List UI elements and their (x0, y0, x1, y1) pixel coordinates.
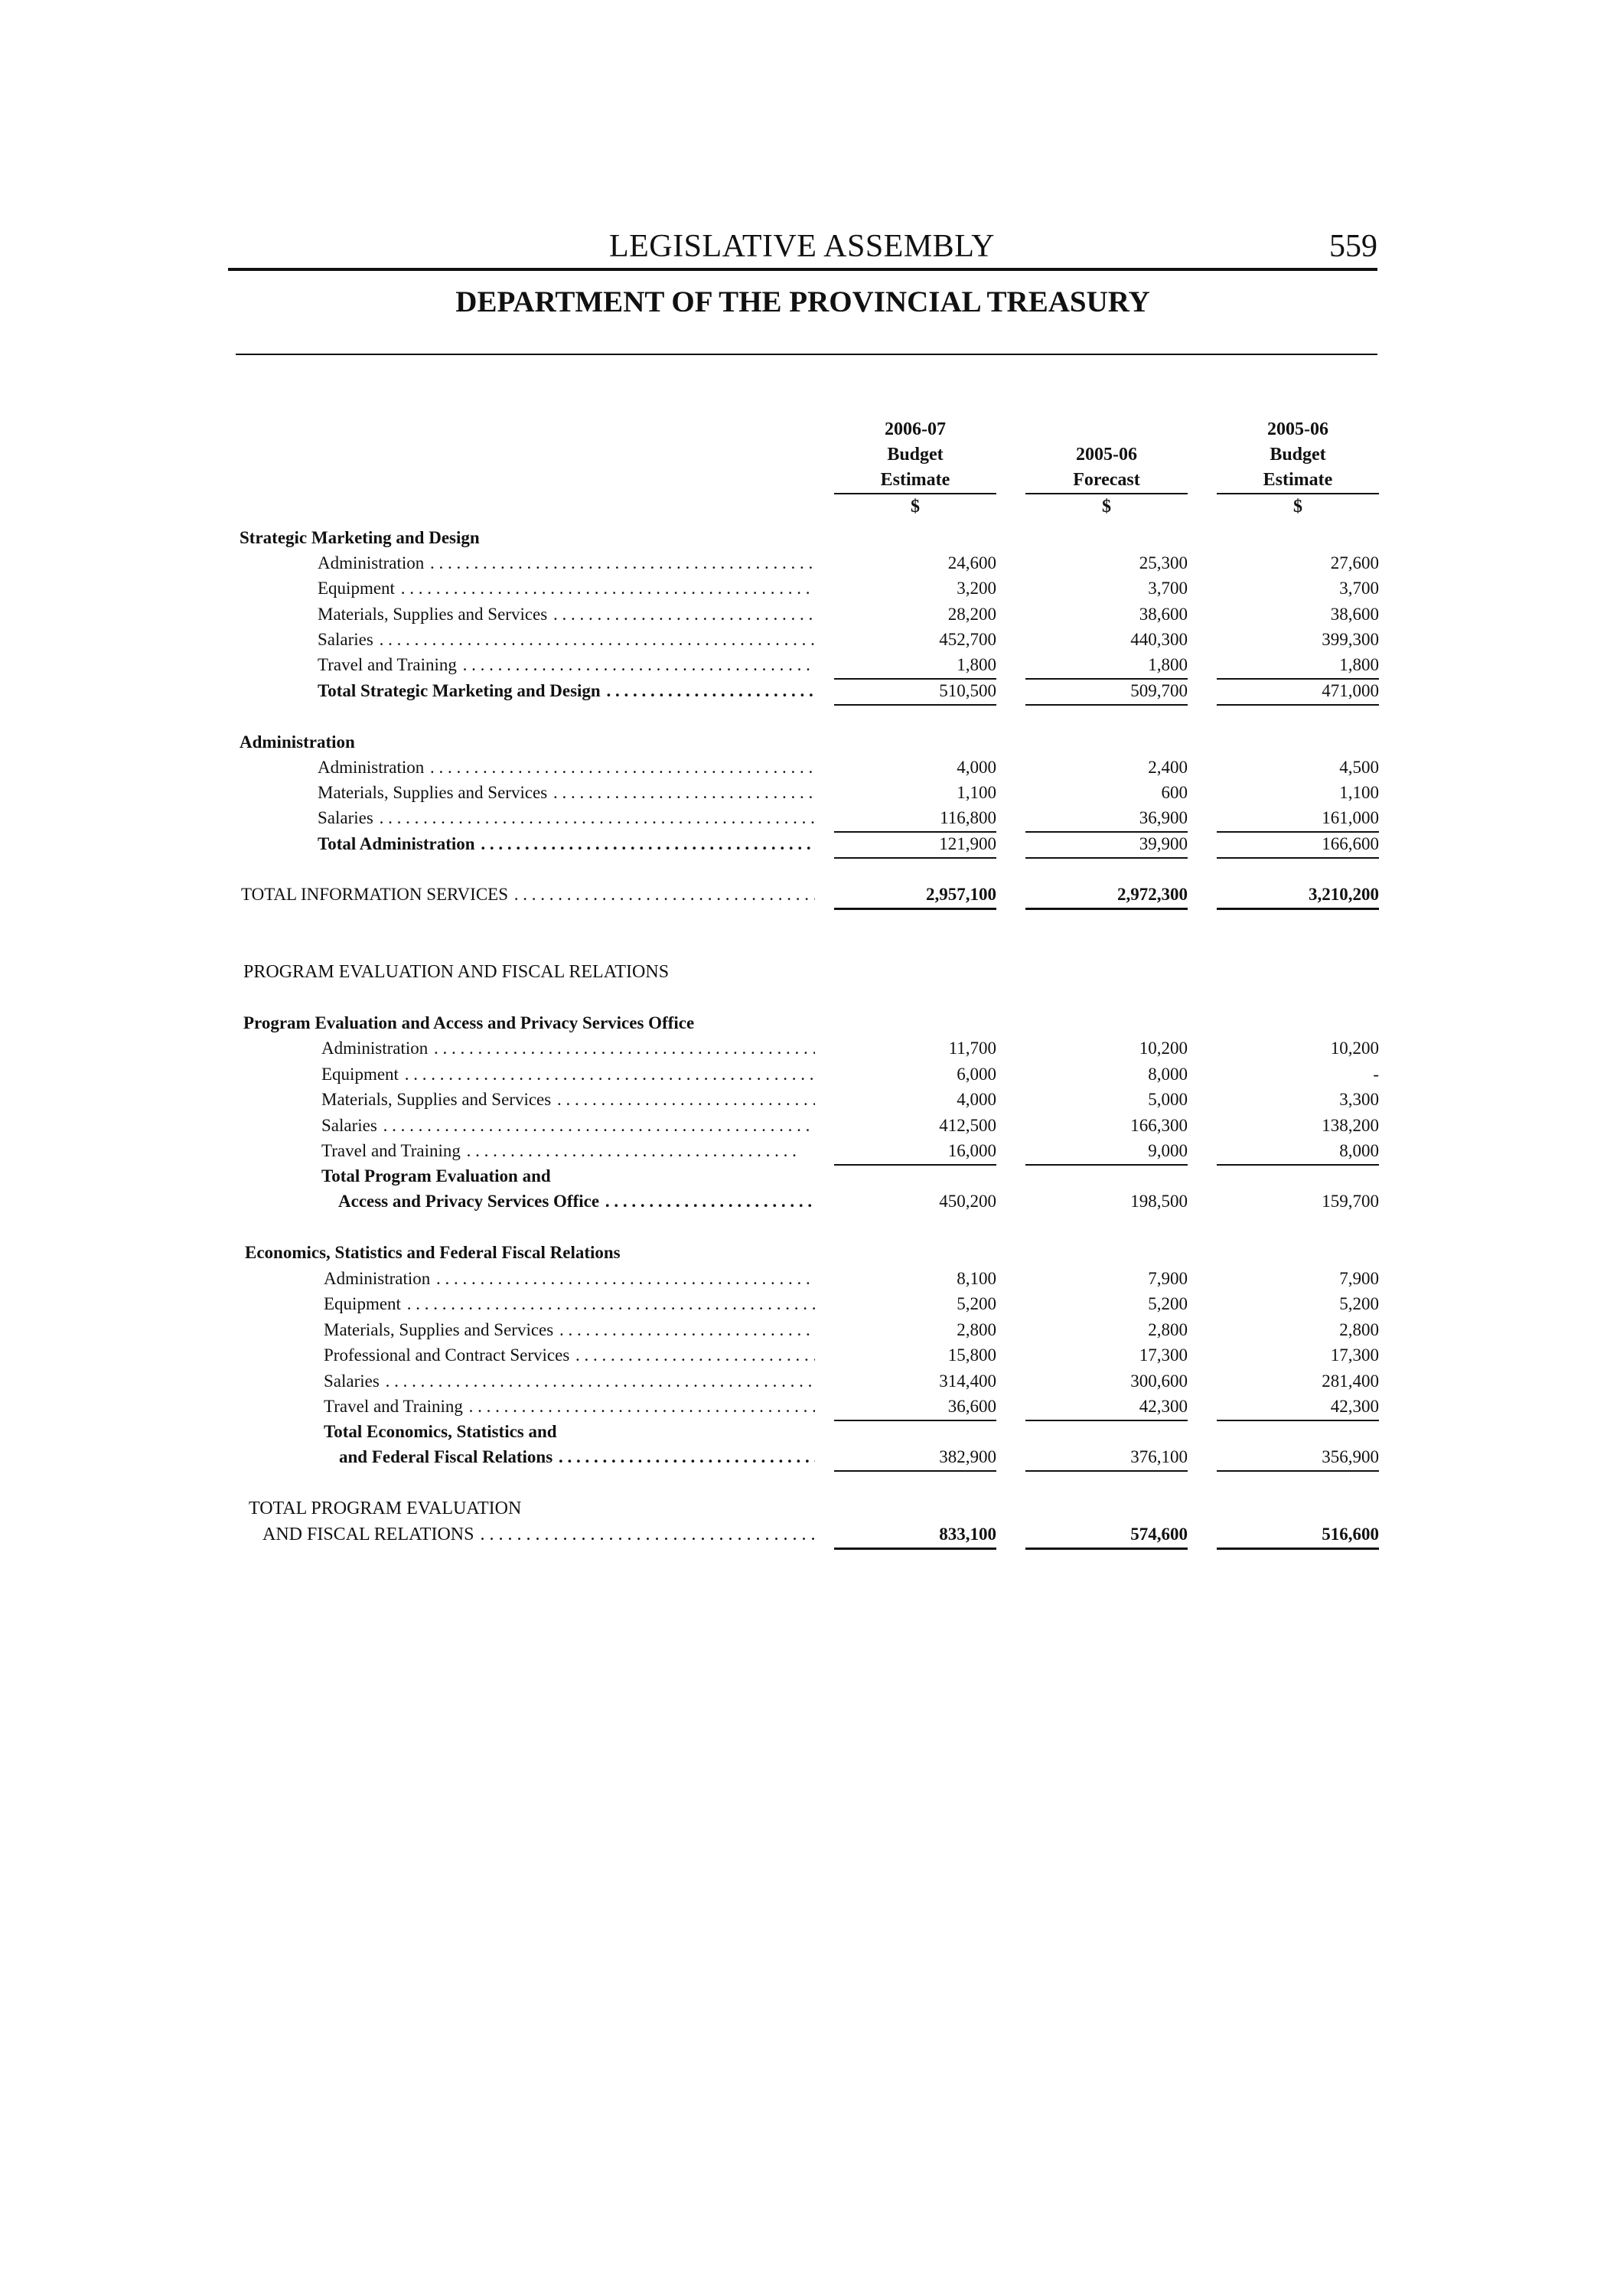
row-label: Salaries (318, 630, 373, 649)
cell-value: 138,200 (1322, 1116, 1379, 1135)
cell-value: 1,100 (957, 783, 996, 802)
cell-value: 36,900 (1139, 808, 1188, 827)
subtotal-row-line1 (0, 1163, 1607, 1189)
table-row (0, 1035, 1607, 1062)
grand-total-label: TOTAL INFORMATION SERVICES (241, 885, 508, 904)
grand-total-row (0, 882, 1607, 908)
page-number: 559 (1329, 229, 1377, 264)
subtotal-row (0, 1189, 1607, 1215)
cell-value: 5,200 (1148, 1294, 1188, 1313)
subtotal-label: and Federal Fiscal Relations (339, 1447, 553, 1466)
table-row (0, 805, 1607, 831)
cell-value: 1,100 (1339, 783, 1379, 802)
cell-value: 121,900 (939, 834, 996, 853)
cell-value: 412,500 (939, 1116, 996, 1135)
column-header-budget-2006: 2006-07 Budget Estimate $ (834, 417, 996, 520)
table-row (0, 755, 1607, 781)
table-row (0, 1062, 1607, 1088)
cell-value: 2,800 (1339, 1320, 1379, 1339)
cell-value: 198,500 (1130, 1192, 1188, 1211)
row-label: Administration (318, 553, 425, 572)
table-row (0, 1113, 1607, 1139)
cell-value: 39,900 (1139, 834, 1188, 853)
cell-value: 510,500 (939, 681, 996, 700)
row-label: Travel and Training (318, 655, 457, 674)
table-row (0, 1394, 1607, 1420)
running-head (228, 228, 1377, 271)
table-row (0, 1291, 1607, 1317)
row-label: Travel and Training (321, 1141, 461, 1160)
table-row (0, 576, 1607, 602)
cell-value: 24,600 (947, 553, 996, 572)
cell-value: 9,000 (1148, 1141, 1188, 1160)
cell-value: 4,000 (957, 1090, 996, 1109)
cell-value: 5,200 (1339, 1294, 1379, 1313)
cell-value: 10,200 (1330, 1039, 1379, 1058)
row-label: Salaries (318, 808, 373, 827)
cell-value: 2,800 (1148, 1320, 1188, 1339)
subtotal-label: Total Program Evaluation and (321, 1166, 551, 1186)
cell-value: 3,210,200 (1309, 885, 1379, 904)
cell-value: 17,300 (1139, 1345, 1188, 1365)
cell-value: 574,600 (1130, 1525, 1188, 1544)
table-row (0, 602, 1607, 628)
cell-value: 116,800 (940, 808, 996, 827)
row-label: Administration (321, 1039, 429, 1058)
table-row (0, 1266, 1607, 1292)
table-row (0, 550, 1607, 576)
row-label: Administration (318, 758, 425, 777)
cell-value: 8,000 (1339, 1141, 1379, 1160)
column-header-forecast-2005: 2005-06 Forecast $ (1025, 442, 1188, 520)
cell-value: 4,500 (1339, 758, 1379, 777)
grand-total-row-line1 (0, 1495, 1607, 1521)
column-header-budget-2005: 2005-06 Budget Estimate $ (1217, 417, 1379, 520)
row-label: Equipment (321, 1065, 399, 1084)
table-row (0, 652, 1607, 678)
row-label: Materials, Supplies and Services (324, 1320, 554, 1339)
cell-value: 5,000 (1148, 1090, 1188, 1109)
cell-value: 3,700 (1339, 579, 1379, 598)
row-label: Materials, Supplies and Services (318, 605, 548, 624)
cell-value: 28,200 (947, 605, 996, 624)
program-heading: PROGRAM EVALUATION AND FISCAL RELATIONS (243, 962, 670, 982)
assembly-title: LEGISLATIVE ASSEMBLY (609, 229, 995, 264)
program-heading-row (0, 959, 1607, 985)
cell-value: 17,300 (1330, 1345, 1379, 1365)
cell-value: 281,400 (1322, 1371, 1379, 1391)
cell-value: 5,200 (957, 1294, 996, 1313)
cell-value: 3,200 (957, 579, 996, 598)
subtotal-row (0, 1444, 1607, 1470)
department-title: DEPARTMENT OF THE PROVINCIAL TREASURY (455, 285, 1150, 318)
row-label: Equipment (324, 1294, 401, 1313)
section-heading-row (0, 1240, 1607, 1266)
cell-value: 300,600 (1130, 1371, 1188, 1391)
row-label: Materials, Supplies and Services (321, 1090, 552, 1109)
cell-value: 2,957,100 (926, 885, 996, 904)
cell-value: 382,900 (939, 1447, 996, 1466)
cell-value: 7,900 (1148, 1269, 1188, 1288)
subtotal-row (0, 678, 1607, 704)
row-label: Salaries (321, 1116, 377, 1135)
cell-value: 450,200 (939, 1192, 996, 1211)
table-row (0, 1342, 1607, 1368)
table-row (0, 1087, 1607, 1113)
cell-value: 452,700 (939, 630, 996, 649)
cell-value: 1,800 (1148, 655, 1188, 674)
cell-value: 3,300 (1339, 1090, 1379, 1109)
section-heading-row (0, 729, 1607, 755)
cell-value: 356,900 (1322, 1447, 1379, 1466)
cell-value: 36,600 (947, 1397, 996, 1416)
section-title: Administration (240, 732, 355, 752)
cell-value: 11,700 (948, 1039, 996, 1058)
section-title: Strategic Marketing and Design (240, 528, 480, 547)
cell-value: 10,200 (1139, 1039, 1188, 1058)
cell-value: 2,972,300 (1117, 885, 1188, 904)
cell-value: 166,600 (1322, 834, 1379, 853)
cell-value: 1,800 (957, 655, 996, 674)
cell-value: 440,300 (1130, 630, 1188, 649)
cell-value: 38,600 (1139, 605, 1188, 624)
subtotal-row-line1 (0, 1419, 1607, 1445)
cell-value: 509,700 (1130, 681, 1188, 700)
row-label: Travel and Training (324, 1397, 463, 1416)
cell-value: 314,400 (939, 1371, 996, 1391)
header-rule (236, 354, 1377, 355)
table-row (0, 1138, 1607, 1164)
cell-value: - (1373, 1065, 1379, 1084)
cell-value: 1,800 (1339, 655, 1379, 674)
subtotal-label: Total Administration (318, 834, 475, 853)
cell-value: 516,600 (1322, 1525, 1379, 1544)
subtotal-row (0, 831, 1607, 857)
cell-value: 27,600 (1330, 553, 1379, 572)
grand-total-label: AND FISCAL RELATIONS (262, 1525, 474, 1544)
cell-value: 38,600 (1330, 605, 1379, 624)
cell-value: 2,800 (957, 1320, 996, 1339)
row-label: Professional and Contract Services (324, 1345, 570, 1365)
cell-value: 3,700 (1148, 579, 1188, 598)
table-row (0, 1317, 1607, 1343)
cell-value: 2,400 (1148, 758, 1188, 777)
cell-value: 4,000 (957, 758, 996, 777)
cell-value: 6,000 (957, 1065, 996, 1084)
grand-total-label: TOTAL PROGRAM EVALUATION (249, 1499, 522, 1518)
grand-total-row (0, 1521, 1607, 1548)
subtotal-label: Access and Privacy Services Office (338, 1192, 600, 1211)
section-title: Economics, Statistics and Federal Fiscal Relations (245, 1243, 621, 1262)
subtotal-label: Total Economics, Statistics and (324, 1422, 557, 1441)
cell-value: 161,000 (1322, 808, 1379, 827)
section-title: Program Evaluation and Access and Privacy Services Office (243, 1013, 695, 1032)
cell-value: 16,000 (947, 1141, 996, 1160)
row-label: Salaries (324, 1371, 380, 1391)
cell-value: 471,000 (1322, 681, 1379, 700)
cell-value: 25,300 (1139, 553, 1188, 572)
row-label: Administration (324, 1269, 431, 1288)
row-label: Materials, Supplies and Services (318, 783, 548, 802)
cell-value: 8,000 (1148, 1065, 1188, 1084)
cell-value: 600 (1161, 783, 1188, 802)
section-heading-row (0, 525, 1607, 551)
cell-value: 159,700 (1322, 1192, 1379, 1211)
cell-value: 166,300 (1130, 1116, 1188, 1135)
cell-value: 833,100 (939, 1525, 996, 1544)
cell-value: 7,900 (1339, 1269, 1379, 1288)
cell-value: 42,300 (1330, 1397, 1379, 1416)
cell-value: 15,800 (947, 1345, 996, 1365)
section-heading-row (0, 1010, 1607, 1036)
table-row (0, 780, 1607, 806)
subtotal-label: Total Strategic Marketing and Design (318, 681, 601, 700)
row-label: Equipment (318, 579, 395, 598)
cell-value: 8,100 (957, 1269, 996, 1288)
cell-value: 399,300 (1322, 630, 1379, 649)
table-row (0, 1368, 1607, 1394)
cell-value: 376,100 (1130, 1447, 1188, 1466)
table-row (0, 627, 1607, 653)
cell-value: 42,300 (1139, 1397, 1188, 1416)
